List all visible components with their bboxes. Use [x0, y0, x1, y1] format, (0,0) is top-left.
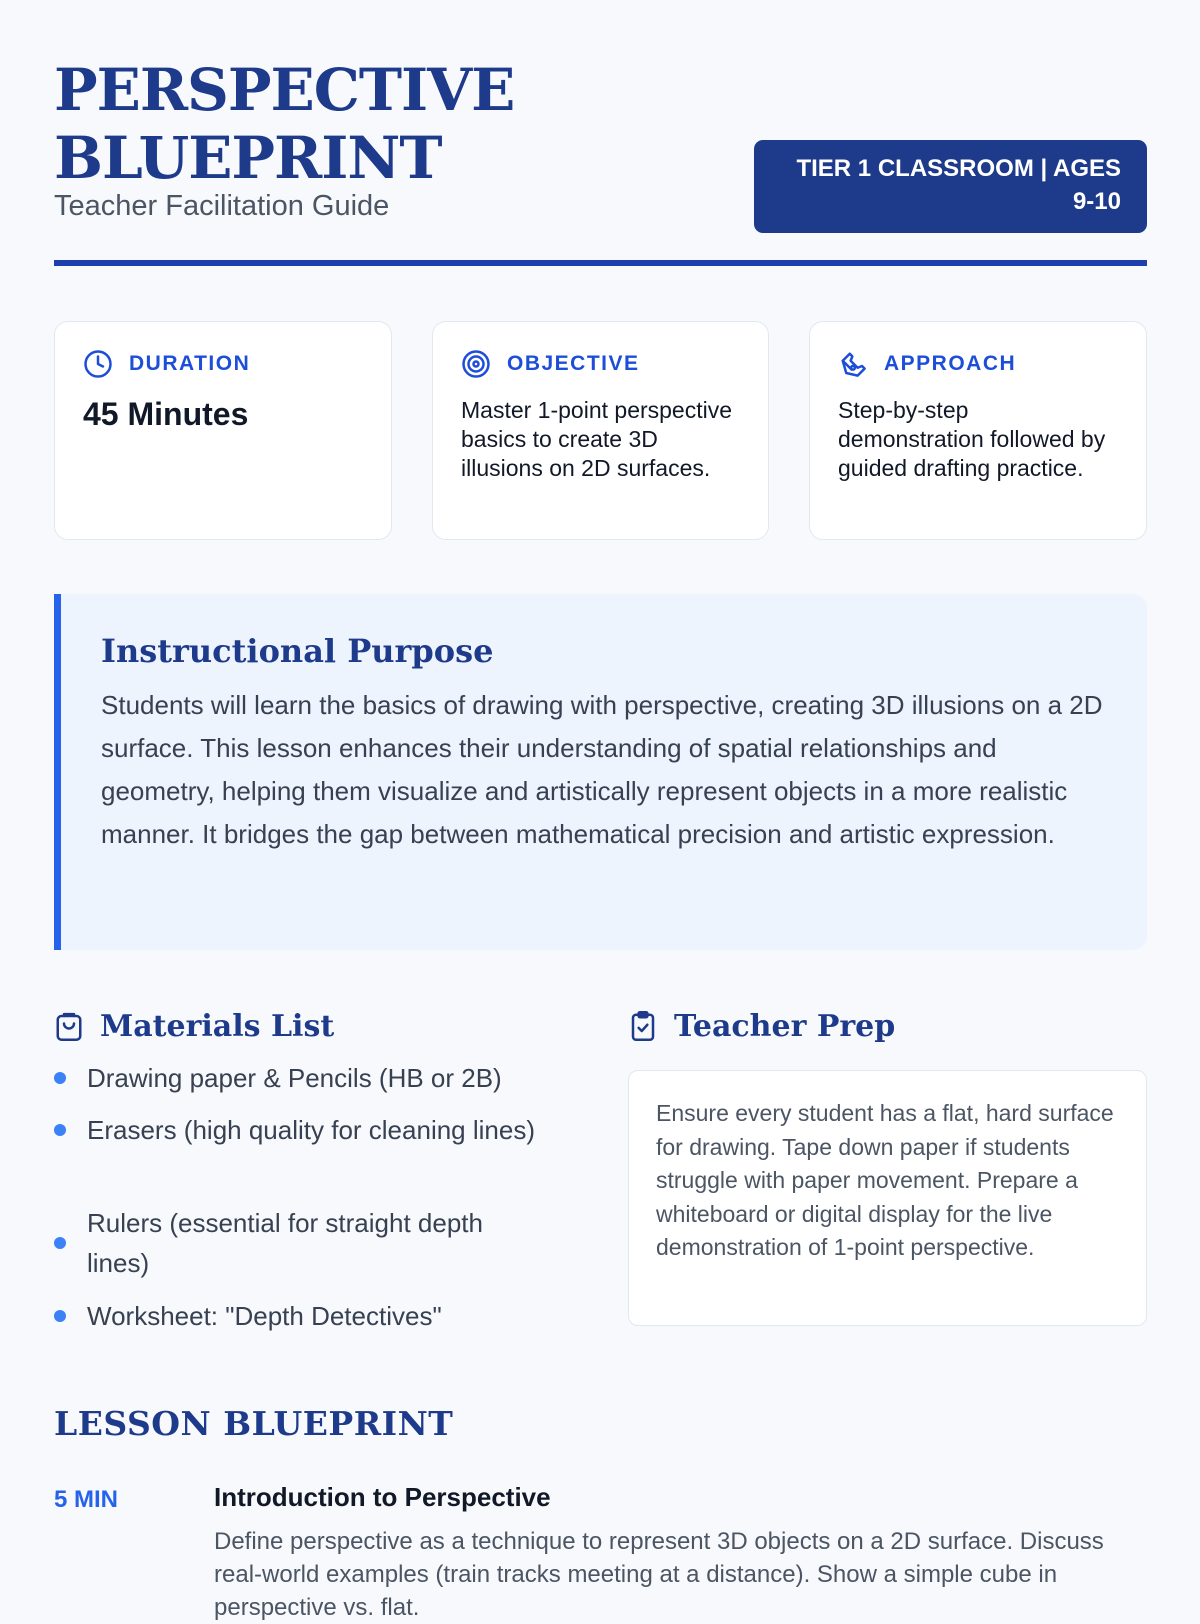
step-title: Introduction to Perspective	[214, 1482, 551, 1512]
header-divider	[54, 260, 1147, 266]
info-cards	[54, 321, 1147, 540]
step-time: 5 MIN	[54, 1486, 119, 1513]
list-item: Erasers (high quality for cleaning lines)	[87, 1110, 547, 1150]
tier-badge: TIER 1 CLASSROOM | AGES 9-10	[754, 140, 1147, 233]
instructional-purpose-section	[54, 594, 1147, 950]
purpose-heading: Instructional Purpose	[101, 632, 494, 670]
approach-card	[809, 321, 1147, 540]
purpose-text: Students will learn the basics of drawing with perspective, creating 3D illusions on a 2D surface. This lesson enhances their understanding of spatial relationships and geometry, helping them visualize and artistically represent objects in a more realistic manner. It bridges the gap between mathematical precision and artistic expression.	[101, 690, 1103, 849]
page-header	[54, 56, 1147, 266]
clipboard-check-icon	[628, 1009, 658, 1043]
list-item: Rulers (essential for straight depth lines)	[87, 1203, 547, 1283]
lesson-guide-page	[54, 0, 1147, 1621]
target-icon	[461, 349, 491, 379]
materials-heading: Materials List	[100, 1008, 335, 1044]
clock-icon	[83, 349, 113, 379]
title-line-1: PERSPECTIVE	[54, 56, 515, 124]
teacher-prep-section	[628, 1006, 1147, 1260]
materials-section	[54, 1006, 574, 1331]
prep-text: Ensure every student has a flat, hard surface for drawing. Tape down paper if students struggle with paper movement. Prepare a whiteboard or digital display for the live demonstration of 1-point perspective.	[628, 1070, 1147, 1326]
approach-value: Step-by-step demonstration followed by guided drafting practice.	[838, 397, 1106, 481]
page-subtitle: Teacher Facilitation Guide	[54, 190, 390, 222]
duration-value: 45 Minutes	[83, 396, 249, 432]
objective-label: OBJECTIVE	[507, 352, 640, 375]
lesson-blueprint-heading: LESSON BLUEPRINT	[54, 1404, 454, 1443]
list-item: Worksheet: "Depth Detectives"	[87, 1296, 547, 1336]
pen-tool-icon	[838, 349, 868, 379]
objective-value: Master 1-point perspective basics to create 3D illusions on 2D surfaces.	[461, 397, 733, 481]
duration-card	[54, 321, 392, 540]
approach-label: APPROACH	[884, 352, 1017, 375]
objective-card	[432, 321, 769, 540]
page-title	[54, 56, 574, 192]
step-description: Define perspective as a technique to represent 3D objects on a 2D surface. Discuss real-world examples (train tracks meeting at a distance). Show a simple cube in perspective vs. flat.	[214, 1528, 1104, 1621]
shopping-bag-icon	[54, 1009, 84, 1043]
title-line-2: BLUEPRINT	[54, 124, 442, 192]
list-item: Drawing paper & Pencils (HB or 2B)	[87, 1058, 547, 1098]
prep-heading: Teacher Prep	[674, 1008, 896, 1044]
duration-label: DURATION	[129, 352, 251, 375]
